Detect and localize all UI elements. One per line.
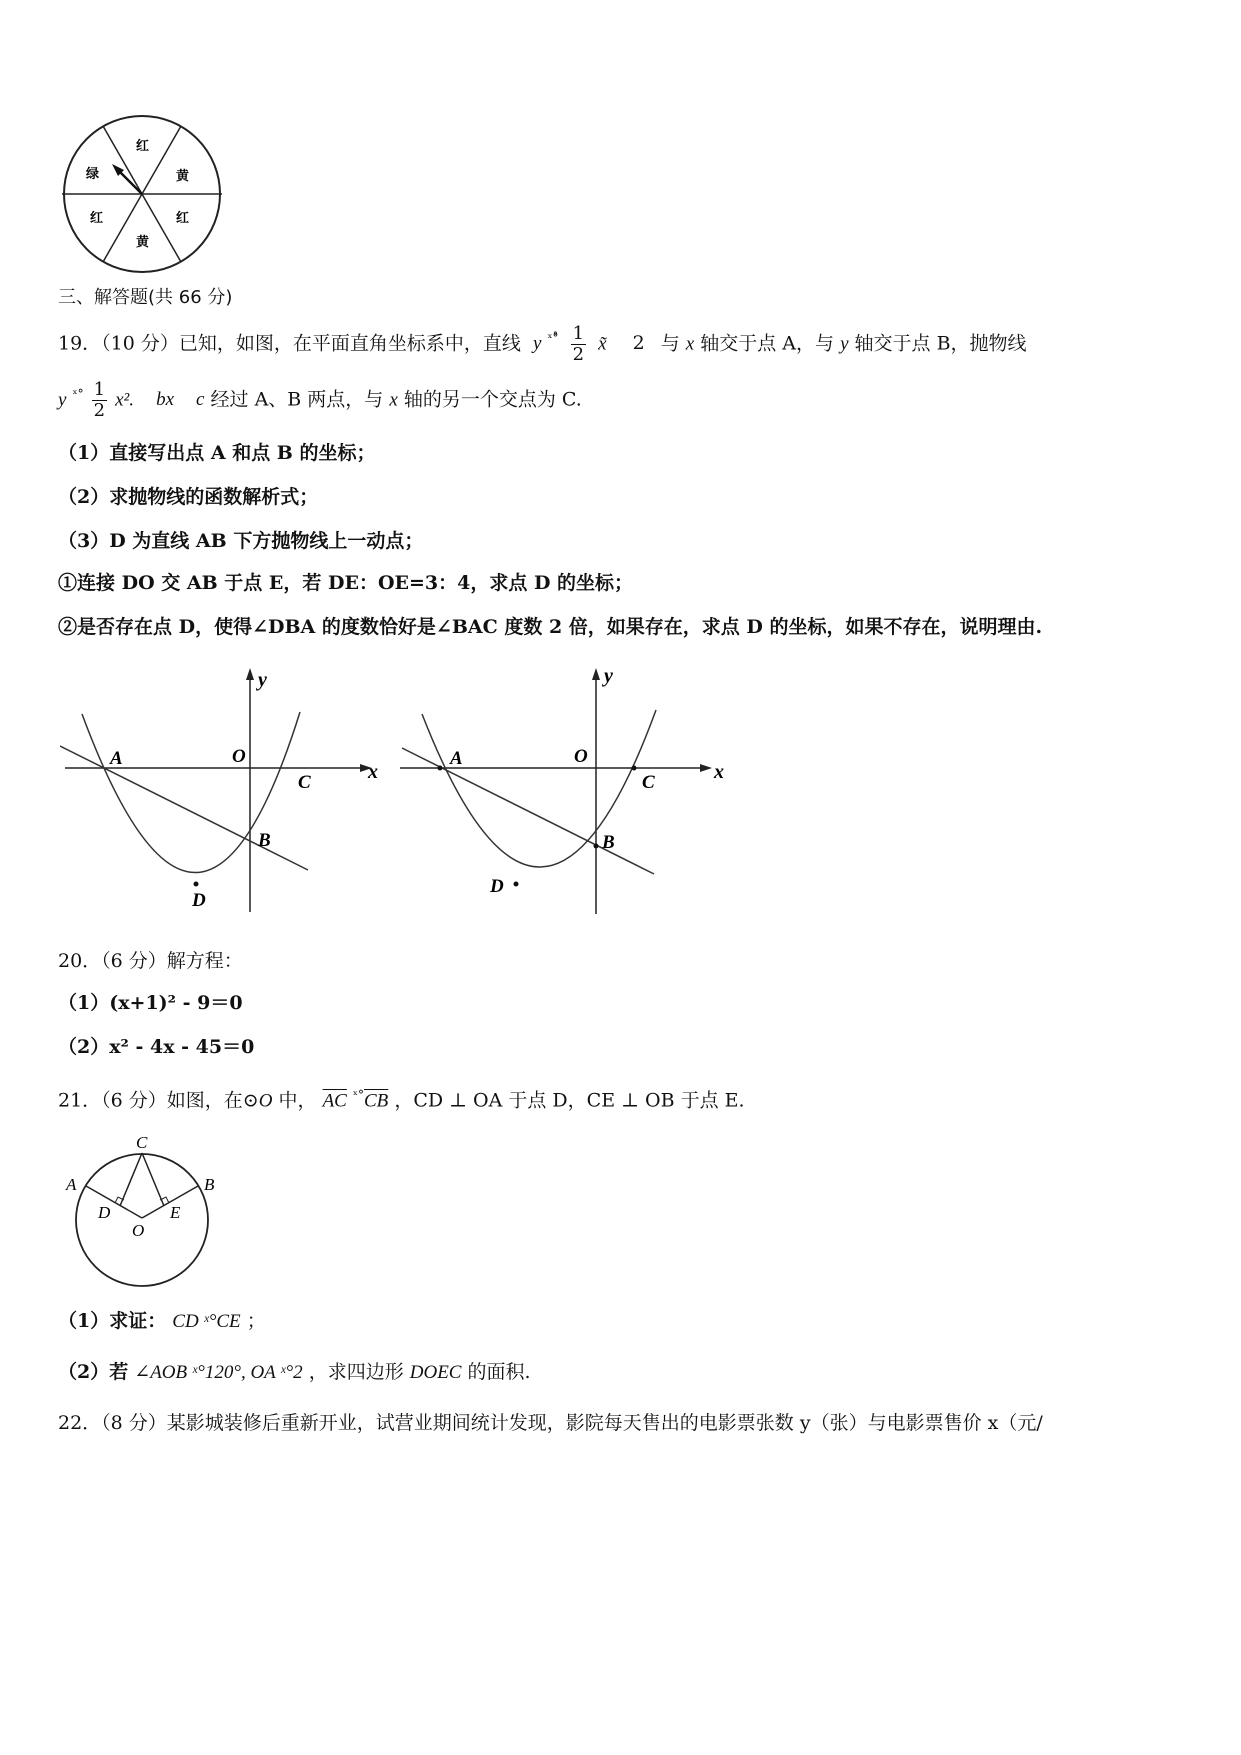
graph-right-point-d: D — [490, 876, 504, 897]
graph-left-point-b: B — [258, 830, 271, 851]
graph-left-point-a: A — [110, 748, 123, 769]
fig-point-a: A — [66, 1175, 77, 1194]
q21-p1-expr: CD ˣ°CE — [172, 1311, 241, 1332]
q21-circle-figure — [58, 1128, 228, 1290]
q19-y-var: y — [840, 333, 849, 355]
q19-sub2: ②是否存在点 D，使得∠DBA 的度数恰好是∠BAC 度数 2 倍，如果存在，求点 D 的坐标，如果不存在，说明理由. — [58, 616, 1043, 638]
q19-intro-a: 19．（10 分）已知，如图，在平面直角坐标系中，直线 — [58, 332, 521, 355]
q19-x-var: x — [685, 333, 695, 355]
q19-garbled-equals: ˣ°̊ — [547, 331, 559, 345]
graph-right-x-label: x — [714, 761, 724, 783]
section-title: 三、解答题(共 66 分) — [58, 287, 233, 308]
q20-part2: （2）x² - 4x - 45＝0 — [58, 1036, 255, 1058]
q21-p1-a: （1）求证： — [58, 1310, 167, 1332]
q19-line2-a: 经过 A、B 两点，与 — [210, 388, 384, 411]
q21-p2-a: （2）若 — [58, 1361, 129, 1383]
q19-line-y: y — [532, 333, 542, 355]
fig-point-o: O — [132, 1221, 145, 1240]
q20-title: 20．（6 分）解方程： — [58, 950, 243, 972]
fig-point-b: B — [204, 1175, 215, 1194]
sector-label-upper-right: 黄 — [176, 168, 190, 183]
q21-p1-b: ； — [246, 1310, 266, 1332]
q19-graph-left — [60, 662, 390, 922]
q19-part3: （3）D 为直线 AB 下方抛物线上一动点； — [58, 530, 424, 552]
sector-label-lower-left: 红 — [90, 210, 104, 225]
q21-p2-shape: DOEC — [409, 1362, 462, 1383]
graph-left-point-o: O — [232, 746, 246, 767]
q21-title-b: 中， — [278, 1089, 317, 1112]
q21-p2-expr: ∠AOB ˣ°120°, OA ˣ°2 — [134, 1362, 303, 1383]
graph-right-point-b: B — [602, 832, 615, 853]
q19-line2-b: 轴的另一个交点为 C. — [403, 388, 582, 411]
graph-left-x-label: x — [368, 761, 378, 783]
sector-label-bottom: 黄 — [136, 234, 150, 249]
graph-right-point-c: C — [642, 772, 655, 793]
q19-sub1: ①连接 DO 交 AB 于点 E，若 DE：OE=3：4，求点 D 的坐标； — [58, 572, 634, 594]
graph-left-y-label: y — [258, 669, 267, 691]
sector-label-top: 红 — [136, 138, 150, 153]
sector-label-upper-left: 绿 — [86, 166, 100, 181]
q21-title-o: O — [258, 1090, 273, 1112]
q21-garbled-equals: ˣ° — [352, 1088, 364, 1102]
q21-part2 — [58, 1357, 531, 1384]
q21-arc-cb: $\overline{CB}$ — [364, 1090, 389, 1112]
q19-line2-x: x — [389, 389, 398, 411]
spinner-figure — [58, 112, 230, 284]
q22-stem: 22．（8 分）某影城装修后重新开业，试营业期间统计发现，影院每天售出的电影票张数 y（张）与电影票售价 x（元/ — [58, 1412, 1043, 1434]
graph-right-y-label: y — [604, 665, 613, 687]
q20-part1: （1）(x+1)² - 9＝0 — [58, 992, 243, 1014]
q19-fraction: $\frac{1}{2}$ — [572, 322, 585, 365]
graph-left-point-c: C — [298, 772, 311, 793]
q19-para-fraction: $\frac{1}{2}$ — [93, 378, 106, 421]
q21-arc-ac: $\overline{AC}$ — [322, 1090, 347, 1112]
q19-intro-b: 与 — [660, 332, 680, 355]
q19-garbled-equals-2: ˣ° — [72, 387, 84, 401]
q19-para-y: y — [58, 389, 67, 411]
graph-left-point-d: D — [192, 890, 206, 911]
q21-p2-c: 的面积. — [467, 1361, 531, 1383]
q19-para-c: c — [196, 389, 205, 411]
fig-point-c: C — [136, 1133, 148, 1152]
q21-part1 — [58, 1306, 266, 1333]
q21-title-c: ，CD ⊥ OA 于点 D，CE ⊥ OB 于点 E. — [394, 1089, 745, 1112]
q19-intro-c: 轴交于点 A，与 — [700, 332, 835, 355]
q19-stem-line1 — [58, 318, 1027, 365]
q19-para-bx: bx — [156, 389, 174, 411]
q19-part1: （1）直接写出点 A 和点 B 的坐标； — [58, 442, 376, 464]
graph-right-point-o: O — [574, 746, 588, 767]
sector-label-lower-right: 红 — [176, 210, 190, 225]
q19-line-x: x̃ — [598, 333, 607, 355]
q19-graph-right — [400, 662, 740, 922]
q21-stem — [58, 1080, 745, 1116]
q19-part2: （2）求抛物线的函数解析式； — [58, 486, 319, 508]
graph-right-point-a: A — [450, 748, 463, 769]
q21-title-a: 21．（6 分）如图，在⊙ — [58, 1089, 259, 1112]
q19-para-x2: x². — [115, 389, 135, 411]
q19-line-const: 2 — [632, 332, 645, 355]
q19-stem-line2 — [58, 374, 582, 421]
q21-p2-b: ，求四边形 — [308, 1361, 404, 1383]
q19-intro-d: 轴交于点 B，抛物线 — [854, 332, 1027, 355]
fig-point-e: E — [170, 1203, 181, 1222]
fig-point-d: D — [98, 1203, 111, 1222]
